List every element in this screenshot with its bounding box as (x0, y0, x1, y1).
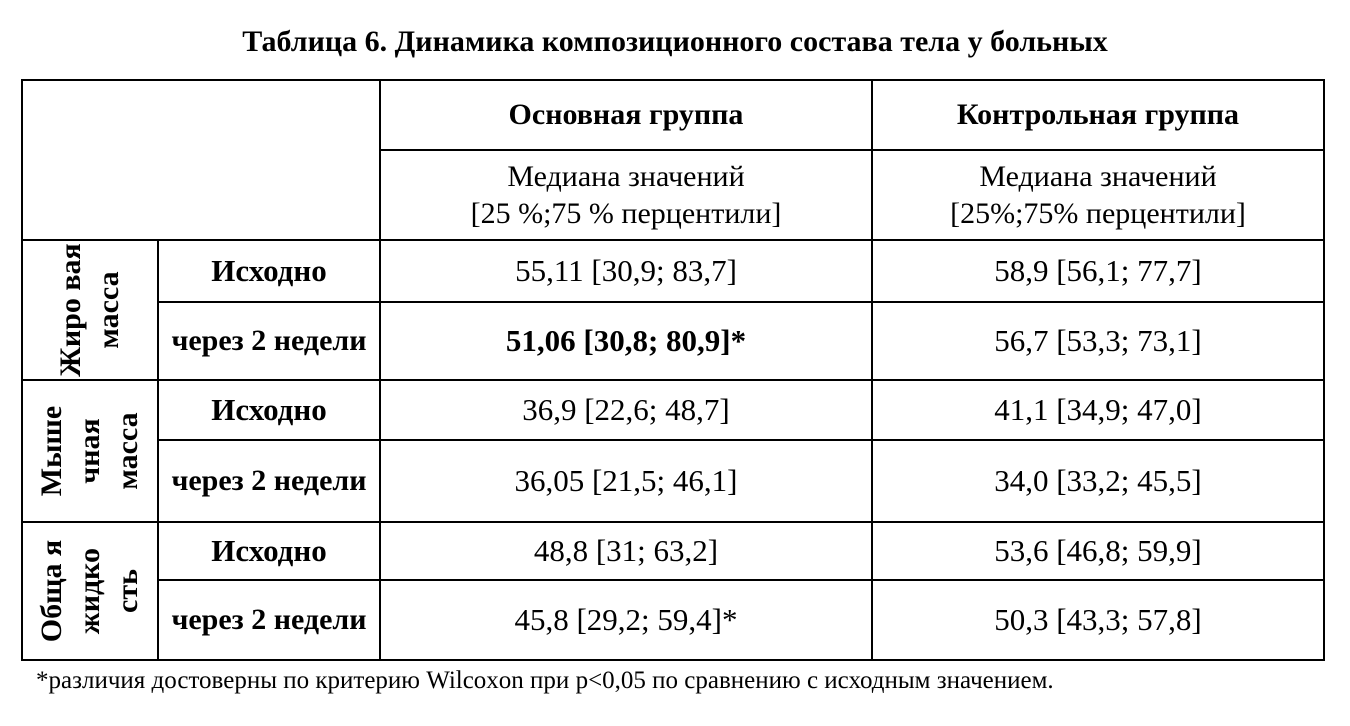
main-value: 45,8 [29,2; 59,4]* (380, 580, 872, 660)
control-value: 34,0 [33,2; 45,5] (872, 440, 1324, 522)
row-label-baseline: Исходно (158, 240, 380, 302)
group-label-total-fluid (22, 522, 158, 660)
row-label-two-weeks: через 2 недели (158, 580, 380, 660)
main-sub-line2: [25 %;75 % перцентили] (470, 197, 782, 230)
row-label-baseline: Исходно (158, 522, 380, 580)
row-label-two-weeks: через 2 недели (158, 440, 380, 522)
control-value: 58,9 [56,1; 77,7] (872, 240, 1324, 302)
main-value: 48,8 [31; 63,2] (380, 522, 872, 580)
control-value: 50,3 [43,3; 57,8] (872, 580, 1324, 660)
group-label-muscle-mass (22, 380, 158, 522)
main-group-subheader (380, 150, 872, 240)
group-label-fat-mass (22, 240, 158, 380)
data-table (21, 79, 1325, 661)
control-sub-line2: [25%;75% перцентили] (950, 197, 1246, 230)
footnote: *различия достоверны по критерию Wilcoxon при p<0,05 по сравнению с исходным значением. (36, 667, 1054, 694)
group-label-text: Жиро вая масса (54, 243, 125, 377)
table-title: Таблица 6. Динамика композиционного состава тела у больных (242, 25, 1108, 58)
control-group-header: Контрольная группа (872, 80, 1324, 150)
group-label-text: Обща я жидко сть (35, 539, 144, 643)
control-group-subheader (872, 150, 1324, 240)
group-label-text: Мыше чная масса (35, 405, 144, 497)
main-value: 36,05 [21,5; 46,1] (380, 440, 872, 522)
control-value: 56,7 [53,3; 73,1] (872, 302, 1324, 380)
empty-corner-cell (22, 80, 380, 240)
main-value: 55,11 [30,9; 83,7] (380, 240, 872, 302)
main-value: 36,9 [22,6; 48,7] (380, 380, 872, 440)
control-sub-line1: Медиана значений (979, 160, 1217, 193)
row-label-baseline: Исходно (158, 380, 380, 440)
main-sub-line1: Медиана значений (507, 160, 745, 193)
main-group-header: Основная группа (380, 80, 872, 150)
control-value: 41,1 [34,9; 47,0] (872, 380, 1324, 440)
main-value: 51,06 [30,8; 80,9]* (380, 302, 872, 380)
row-label-two-weeks: через 2 недели (158, 302, 380, 380)
control-value: 53,6 [46,8; 59,9] (872, 522, 1324, 580)
